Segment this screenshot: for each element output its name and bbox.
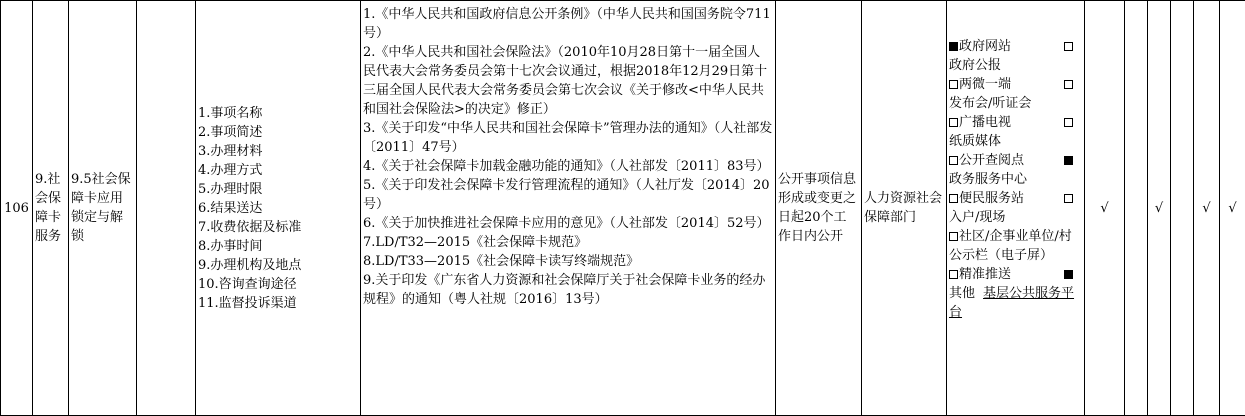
channel-label: 两微一端 <box>959 77 1012 92</box>
channel-option <box>949 189 1076 208</box>
check-cell <box>1125 1 1148 416</box>
channel-label: 便民服务站 <box>959 191 1025 206</box>
empty-box-icon <box>1064 80 1073 89</box>
other-channel <box>949 284 1076 322</box>
empty-box-icon <box>1064 118 1073 127</box>
channel-left <box>949 189 1024 208</box>
check-cell: √ <box>1220 1 1245 416</box>
channels-cell <box>947 1 1085 416</box>
check-cell: √ <box>1194 1 1220 416</box>
empty-box-icon <box>1064 42 1073 51</box>
channel-right-mark <box>1062 189 1076 208</box>
channel-label: 精准推送 <box>959 267 1012 282</box>
table-row <box>1 1 1245 416</box>
basis-item: 3.《关于印发“中华人民共和国社会保障卡”管理办法的通知》（人社部发〔2011〕47号） <box>363 121 773 155</box>
basis-list <box>363 5 773 309</box>
elements-cell <box>196 1 361 416</box>
channel-right-mark <box>1062 151 1076 170</box>
basis-item: 4.《关于社会保障卡加载金融功能的通知》（人社部发〔2011〕83号） <box>363 159 770 174</box>
empty-box-icon <box>949 156 958 165</box>
channel-right-mark <box>1062 37 1076 56</box>
basis-item: 5.《关于印发社会保障卡发行管理流程的通知》（人社厅发〔2014〕20号） <box>363 178 770 212</box>
basis-item: 6.《关于加快推进社会保障卡应用的意见》（人社部发〔2014〕52号） <box>363 216 770 231</box>
element-item: 4.办理方式 <box>198 162 263 178</box>
channel-list <box>949 37 1076 284</box>
empty-box-icon <box>949 194 958 203</box>
time-limit-cell: 公开事项信息形成或变更之日起20个工作日内公开 <box>776 1 862 416</box>
channel-label: 社区/企事业单位/村公示栏（电子屏） <box>949 229 1072 263</box>
channel-option <box>949 265 1076 284</box>
channel-left <box>949 113 1011 132</box>
channel-right-mark <box>1062 75 1076 94</box>
empty-box-icon <box>949 80 958 89</box>
channel-label: 纸质媒体 <box>949 134 1002 149</box>
channel-label: 广播电视 <box>959 115 1012 130</box>
channel-option <box>949 227 1076 265</box>
element-item: 7.收费依据及标准 <box>198 219 302 235</box>
channel-option <box>949 75 1076 94</box>
empty-box-icon <box>1064 194 1073 203</box>
checked-box-icon <box>949 42 958 51</box>
basis-item: 2.《中华人民共和国社会保险法》（2010年10月28日第十一届全国人民代表大会常务委员会第十七次会议通过，根据2018年12月29日第十三届全国人民代表大会常务委员会第七次会议《关于修改<中华人民共和国社会保险法>的决定》修正） <box>363 45 768 117</box>
element-item: 3.办理材料 <box>198 143 263 159</box>
basis-item: 7.LD/T32—2015《社会保障卡规范》 <box>363 235 588 250</box>
element-item: 2.事项简述 <box>198 124 263 140</box>
check-cell: √ <box>1085 1 1125 416</box>
channel-left <box>949 151 1024 170</box>
item-cell: 9.5社会保障卡应用锁定与解锁 <box>69 1 137 416</box>
checked-box-icon <box>1064 270 1073 279</box>
empty-cell <box>137 1 196 416</box>
basis-item: 9.关于印发《广东省人力资源和社会保障厅关于社会保障卡业务的经办规程》的通知（粤人社规〔2016〕13号） <box>363 273 766 307</box>
channel-option <box>949 37 1076 56</box>
check-cell: √ <box>1148 1 1171 416</box>
channel-label: 发布会/听证会 <box>949 96 1032 111</box>
element-item: 11.监督投诉渠道 <box>198 295 297 311</box>
element-item: 1.事项名称 <box>198 105 263 121</box>
row-number: 106 <box>1 1 33 416</box>
empty-box-icon <box>949 232 958 241</box>
elements-list <box>198 104 358 313</box>
channel-option <box>949 151 1076 170</box>
channel-right-mark <box>1062 265 1076 284</box>
basis-item: 8.LD/T33—2015《社会保障卡读写终端规范》 <box>363 254 640 269</box>
element-item: 9.办理机构及地点 <box>198 257 302 273</box>
channel-label: 政府网站 <box>959 39 1012 54</box>
channel-right-mark <box>1062 113 1076 132</box>
basis-item: 1.《中华人民共和国政府信息公开条例》（中华人民共和国国务院令711号） <box>363 7 771 41</box>
element-item: 8.办事时间 <box>198 238 263 254</box>
channel-label: 公开查阅点 <box>959 153 1025 168</box>
element-item: 10.咨询查询途径 <box>198 276 297 292</box>
channel-left <box>949 265 1011 284</box>
other-prefix: 其他 <box>949 286 976 301</box>
check-cell <box>1171 1 1194 416</box>
channel-label: 政务服务中心 <box>949 172 1028 187</box>
other-value: 基层公共服务平台 <box>949 286 1075 320</box>
checked-box-icon <box>1064 156 1073 165</box>
channel-left <box>949 227 1076 265</box>
empty-box-icon <box>949 118 958 127</box>
channel-label: 政府公报 <box>949 58 1002 73</box>
channel-left <box>949 37 1011 56</box>
empty-box-icon <box>949 270 958 279</box>
channel-label: 入户/现场 <box>949 210 1006 225</box>
subject-cell: 人力资源社会保障部门 <box>862 1 947 416</box>
basis-cell <box>361 1 776 416</box>
category-cell: 9.社会保障卡服务 <box>33 1 69 416</box>
channel-option <box>949 113 1076 132</box>
element-item: 6.结果送达 <box>198 200 263 216</box>
element-item: 5.办理时限 <box>198 181 263 197</box>
channel-left <box>949 75 1011 94</box>
